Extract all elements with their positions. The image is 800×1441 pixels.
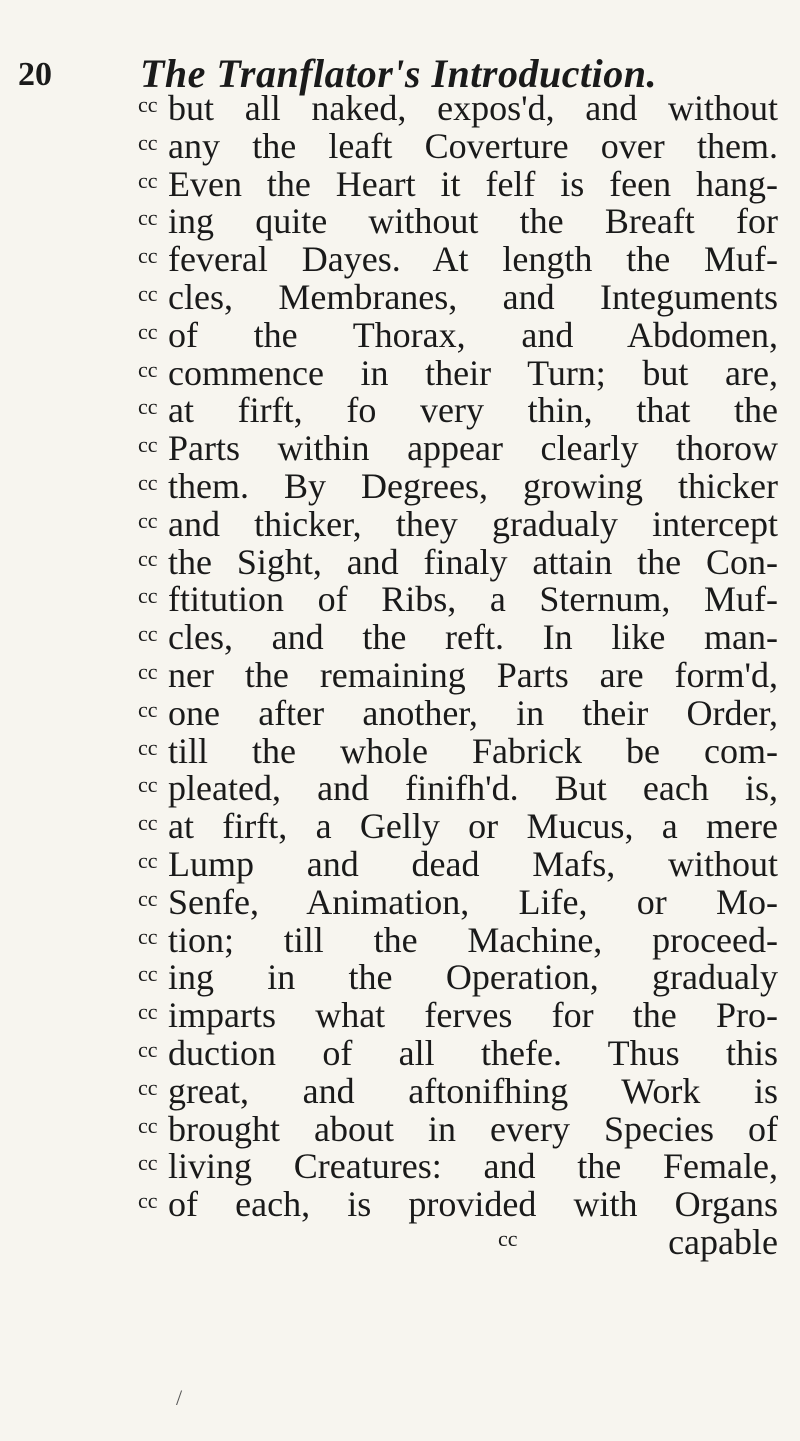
quote-mark: cc bbox=[498, 1225, 518, 1251]
text-line bbox=[138, 881, 778, 922]
quote-mark: cc bbox=[138, 318, 158, 344]
quote-mark: cc bbox=[138, 696, 158, 722]
text-line bbox=[138, 730, 778, 771]
quote-mark: cc bbox=[138, 243, 158, 269]
quote-mark: cc bbox=[138, 129, 158, 155]
line-text: Parts within appear clearly thorow bbox=[168, 428, 778, 469]
line-text: tion; till the Machine, proceed- bbox=[168, 919, 778, 960]
line-text: imparts what ferves for the Pro- bbox=[168, 995, 778, 1036]
quote-mark: cc bbox=[138, 507, 158, 533]
line-text: pleated, and finifh'd. But each is, bbox=[168, 768, 778, 809]
text-line bbox=[138, 843, 778, 884]
quote-mark: cc bbox=[138, 1036, 158, 1062]
text-line bbox=[138, 808, 778, 846]
text-line bbox=[138, 1032, 778, 1073]
text-line bbox=[138, 163, 778, 204]
catchword: capable bbox=[668, 1221, 778, 1262]
page-number: 20 bbox=[18, 56, 52, 93]
line-text: of each, is provided with Organs bbox=[168, 1184, 778, 1225]
quote-mark: cc bbox=[138, 167, 158, 193]
text-line bbox=[138, 1070, 778, 1111]
catchword-line bbox=[138, 1221, 778, 1262]
text-line bbox=[138, 919, 778, 960]
quote-mark: cc bbox=[138, 961, 158, 987]
text-line bbox=[138, 503, 778, 544]
line-text: at firft, fo very thin, that the bbox=[168, 390, 778, 431]
line-text: one after another, in their Order, bbox=[168, 692, 778, 733]
text-line bbox=[138, 1148, 778, 1186]
quote-mark: cc bbox=[138, 734, 158, 760]
quote-mark: cc bbox=[138, 885, 158, 911]
text-line bbox=[138, 959, 778, 997]
quote-mark: cc bbox=[138, 999, 158, 1025]
text-line bbox=[138, 392, 778, 430]
line-text: Lump and dead Mafs, without bbox=[168, 843, 778, 884]
text-line bbox=[138, 352, 778, 393]
quote-mark: cc bbox=[138, 545, 158, 571]
body-text bbox=[138, 90, 778, 1262]
line-text: them. By Degrees, growing thicker bbox=[168, 465, 778, 506]
line-text: ing quite without the Breaft for bbox=[168, 201, 778, 242]
text-line bbox=[138, 203, 778, 241]
quote-mark: cc bbox=[138, 1112, 158, 1138]
quote-mark: cc bbox=[138, 205, 158, 231]
line-text: cles, and the reft. In like man- bbox=[168, 617, 778, 658]
quote-mark: cc bbox=[138, 658, 158, 684]
line-text: living Creatures: and the Female, bbox=[168, 1146, 778, 1187]
line-text: any the leaft Coverture over them. bbox=[168, 125, 778, 166]
text-line bbox=[138, 241, 778, 279]
quote-mark: cc bbox=[138, 356, 158, 382]
line-text: and thicker, they gradualy intercept bbox=[168, 503, 778, 544]
text-line bbox=[138, 276, 778, 317]
line-text: at firft, a Gelly or Mucus, a mere bbox=[168, 806, 778, 847]
running-head: The Tranflator's Introduction. bbox=[140, 51, 657, 96]
text-line bbox=[138, 654, 778, 695]
quote-mark: cc bbox=[138, 923, 158, 949]
text-line bbox=[138, 430, 778, 468]
quote-mark: cc bbox=[138, 1150, 158, 1176]
line-text: but all naked, expos'd, and without bbox=[168, 88, 778, 128]
quote-mark: cc bbox=[138, 469, 158, 495]
quote-mark: cc bbox=[138, 92, 158, 117]
quote-mark: cc bbox=[138, 583, 158, 609]
line-text: duction of all thefe. Thus this bbox=[168, 1032, 778, 1073]
text-line bbox=[138, 314, 778, 355]
text-line bbox=[138, 1186, 778, 1224]
line-text: ner the remaining Parts are form'd, bbox=[168, 654, 778, 695]
stray-mark: / bbox=[176, 1385, 183, 1410]
line-text: brought about in every Species of bbox=[168, 1108, 778, 1149]
quote-mark: cc bbox=[138, 1188, 158, 1214]
line-text: ftitution of Ribs, a Sternum, Muf- bbox=[168, 579, 778, 620]
line-text: of the Thorax, and Abdomen, bbox=[168, 314, 778, 355]
text-line bbox=[138, 581, 778, 619]
text-line bbox=[138, 465, 778, 506]
text-line bbox=[138, 692, 778, 733]
line-text: cles, Membranes, and Integuments bbox=[168, 276, 778, 317]
text-line bbox=[138, 619, 778, 657]
quote-mark: cc bbox=[138, 810, 158, 836]
text-line bbox=[138, 1108, 778, 1149]
quote-mark: cc bbox=[138, 280, 158, 306]
quote-mark: cc bbox=[138, 432, 158, 458]
line-text: the Sight, and finaly attain the Con- bbox=[168, 541, 778, 582]
quote-mark: cc bbox=[138, 772, 158, 798]
text-line bbox=[138, 90, 778, 128]
text-line bbox=[138, 125, 778, 166]
quote-mark: cc bbox=[138, 1074, 158, 1100]
quote-mark: cc bbox=[138, 394, 158, 420]
line-text: commence in their Turn; but are, bbox=[168, 352, 778, 393]
line-text: Senfe, Animation, Life, or Mo- bbox=[168, 881, 778, 922]
text-line bbox=[138, 541, 778, 582]
quote-mark: cc bbox=[138, 621, 158, 647]
text-line bbox=[138, 770, 778, 808]
text-line bbox=[138, 997, 778, 1035]
quote-mark: cc bbox=[138, 847, 158, 873]
line-text: feveral Dayes. At length the Muf- bbox=[168, 239, 778, 280]
line-text: till the whole Fabrick be com- bbox=[168, 730, 778, 771]
line-text: great, and aftonifhing Work is bbox=[168, 1070, 778, 1111]
line-text: ing in the Operation, gradualy bbox=[168, 957, 778, 998]
line-text: Even the Heart it felf is feen hang- bbox=[168, 163, 778, 204]
